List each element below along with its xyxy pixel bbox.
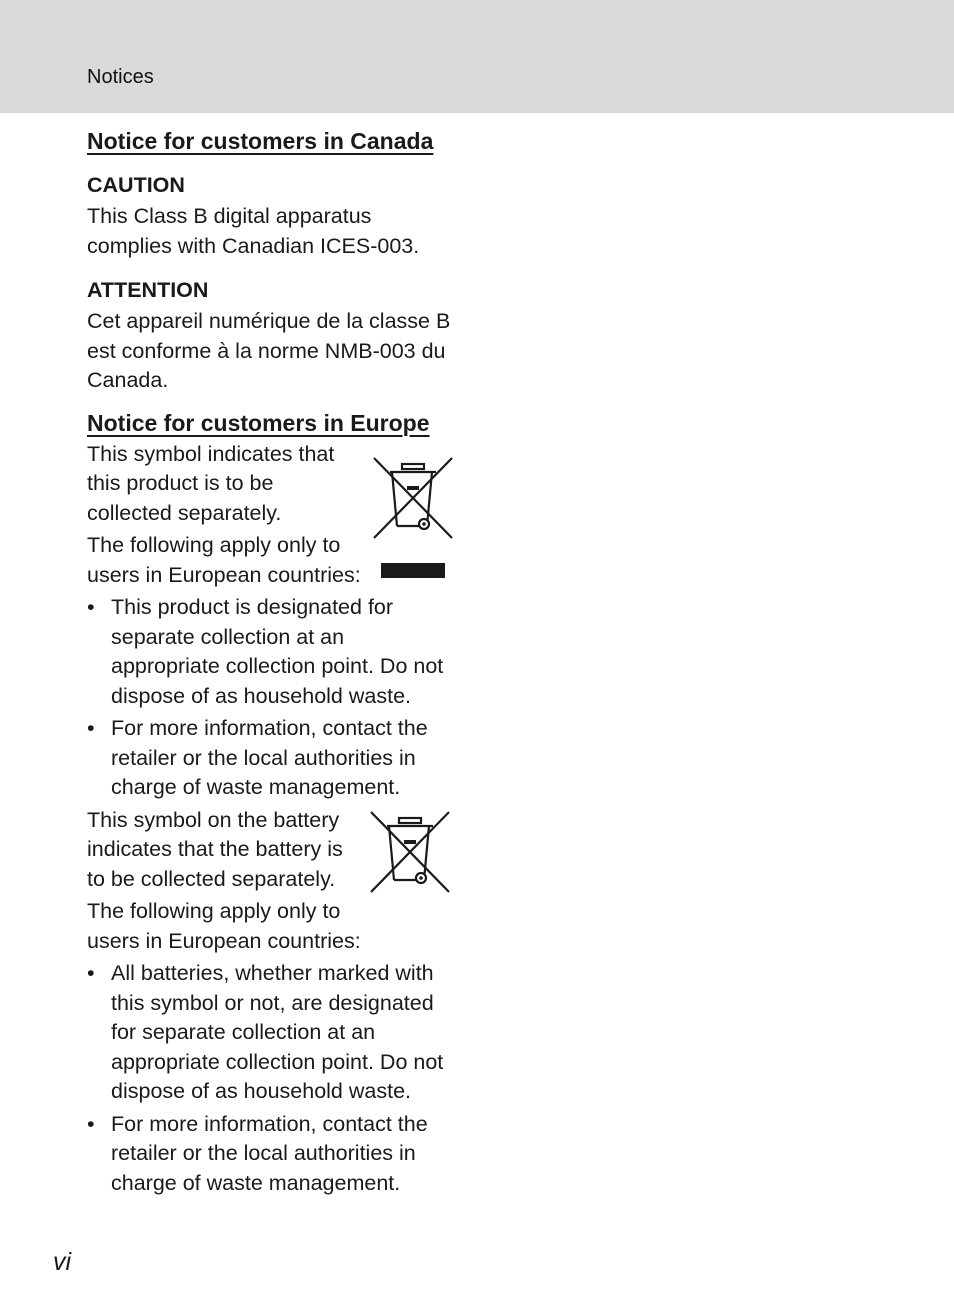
- page-number: vi: [53, 1248, 72, 1276]
- attention-heading: ATTENTION: [87, 278, 209, 302]
- crossed-out-wheelie-bin-icon: [372, 456, 456, 551]
- caution-heading: CAUTION: [87, 173, 185, 197]
- attention-text: Cet appareil numérique de la classe B est conforme à la norme NMB-003 du Canada.: [87, 309, 451, 392]
- list-item: • This product is designated for separate collection at an appropriate collection point. Do not dispose of as household waste.: [87, 593, 457, 711]
- caution-text: This Class B digital apparatus complies with Canadian ICES-003.: [87, 204, 420, 258]
- separate-collection-bar: [381, 563, 445, 578]
- header-band: [0, 0, 954, 113]
- running-header: Notices: [87, 66, 154, 88]
- product-symbol-block: [87, 440, 457, 591]
- crossed-out-wheelie-bin-icon: [369, 810, 453, 905]
- battery-bullet-list: [87, 959, 457, 1198]
- list-item: • All batteries, whether marked with this symbol or not, are designated for separate collection at an appropriate collection point. Do not dispose of as household waste.: [87, 959, 457, 1107]
- canada-section-title: Notice for customers in Canada: [87, 128, 434, 154]
- list-item: • For more information, contact the retailer or the local authorities in charge of waste management.: [87, 1110, 457, 1199]
- battery-symbol-text: This symbol on the battery indicates that the battery is to be collected separately.: [87, 807, 343, 891]
- battery-apply-text: The following apply only to users in European countries:: [87, 899, 361, 953]
- battery-symbol-block: [87, 806, 457, 957]
- europe-section-title: Notice for customers in Europe: [87, 409, 430, 436]
- product-symbol-text: This symbol indicates that this product is to be collected separately.: [87, 441, 335, 525]
- list-item: • For more information, contact the retailer or the local authorities in charge of waste management.: [87, 714, 457, 803]
- product-bullet-list: [87, 593, 457, 803]
- product-apply-text: The following apply only to users in European countries:: [87, 533, 361, 587]
- page-content: [87, 124, 457, 1201]
